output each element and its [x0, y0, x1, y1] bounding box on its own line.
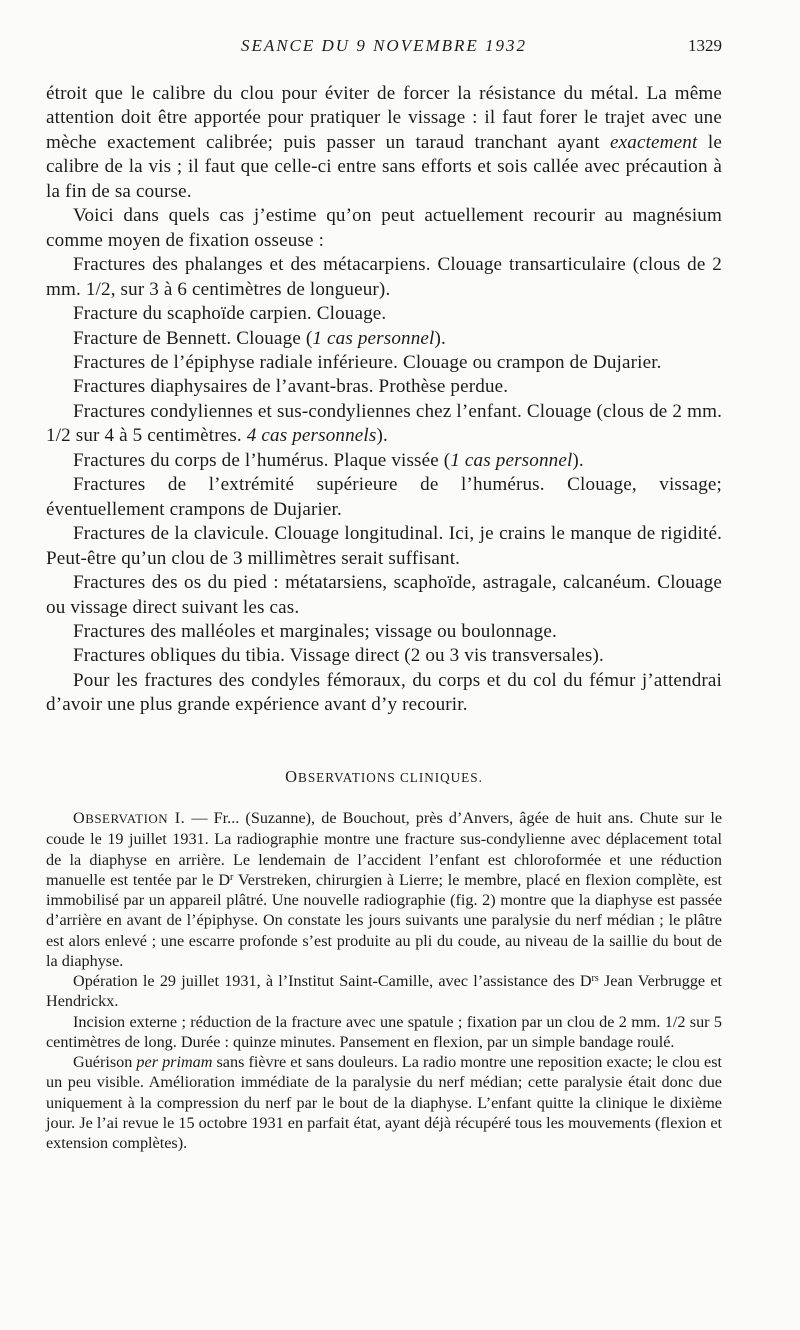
paragraph: Fractures de l’épiphyse radiale inférieure. Clouage ou crampon de Dujarier. [73, 351, 662, 373]
emphasis: per primam [136, 1053, 213, 1071]
text-run: Guérison [73, 1053, 137, 1071]
observation-label [73, 809, 185, 827]
paragraph: Fractures des os du pied : métatarsiens, scaphoïde, astragale, calcanéum. Clouage ou vissage direct suivant les cas. [46, 572, 722, 618]
paragraph: Fractures des phalanges et des métacarpiens. Clouage transarticulaire (clous de 2 mm. 1/2, sur 3 à 6 centimètres de longueur). [46, 254, 722, 300]
paragraph: Fractures diaphysaires de l’avant-bras. Prothèse perdue. [73, 376, 509, 398]
text-run: ). [376, 425, 388, 447]
text-run: sans fièvre et sans douleurs. La radio montre une reposition exacte; le clou est un peu visible. Amélioration immédiate de la paralysie du nerf médian; cette paralysie était donc due uniquement à la compression du nerf par le bout de la diaphyse. L’enfant quitte la clinique le dixième jour. Je l’ai revue le 15 octobre 1931 en parfait état, ayant déjà récupéré tous les mouvements (flexion et extension complètes). [46, 1053, 723, 1152]
paragraph [46, 82, 722, 204]
paragraph: Pour les fractures des condyles fémoraux, du corps et du col du fémur j’attendrai d’avoir une plus grande expérience avant d’y recourir. [46, 669, 722, 716]
text-run: Fractures condyliennes et sus-condyliennes chez l’enfant. Clouage (clous de 2 mm. 1/2 sur 4 à 5 centimètres. [46, 400, 722, 447]
section-heading [0, 767, 768, 787]
paragraph: Fractures obliques du tibia. Vissage direct (2 ou 3 vis transversales). [73, 645, 604, 667]
text-run: Opération le 29 juillet 1931, à l’Institut Saint-Camille, avec l’assistance des D [73, 972, 592, 990]
superscript: rs [591, 972, 599, 984]
paragraph [46, 971, 722, 1012]
body-text [46, 82, 722, 718]
page-header [46, 36, 722, 60]
text-run: Verstreken, chirurgien à Lierre; le membre, placé en flexion complète, est immobilisé par un appareil plâtré. Une nouvelle radiographie (fig. 2) montre que la diaphyse est passée d’arrière en avant de l’épiphyse. On constate les jours suivants une paralysie du nerf médian ; le plâtre est alors enlevé ; une escarre profonde s’est produite au pli du coude, au niveau de la saillie du bout de la diaphyse. [46, 870, 723, 970]
paragraph: Fracture du scaphoïde carpien. Clouage. [73, 303, 387, 325]
observation-section [46, 808, 722, 1153]
paragraph: Fractures de l’extrémité supérieure de l’humérus. Clouage, vissage; éventuellement crampons de Dujarier. [46, 474, 722, 520]
running-title: SEANCE DU 9 NOVEMBRE 1932 [240, 36, 528, 55]
page-number: 1329 [688, 36, 722, 55]
heading-smallcaps: BSERVATIONS CLINIQUES. [298, 770, 483, 785]
emphasis: 1 cas personnel [450, 449, 573, 471]
emphasis: exactement [610, 131, 698, 153]
label-initial: O [73, 809, 86, 827]
text-run: Fracture de Bennett. Clouage ( [73, 327, 313, 349]
paragraph: Fractures de la clavicule. Clouage longitudinal. Ici, je crains le manque de rigidité. Peut-être qu’un clou de 3 millimètres serait suffisant. [46, 523, 722, 569]
text-run: — Fr... (Suzanne), de Bouchout, près d’Anvers, âgée de huit ans. Chute sur le coude le 19 juillet 1931. La radiographie montre une fracture sus-condylienne avec déplacement total de la diaphyse en arrière. Le lendemain de l’accident l’enfant est chloroformée et une réduction manuelle est tentée par le D [46, 809, 722, 889]
label-smallcaps: BSERVATION [85, 811, 169, 826]
paragraph [46, 449, 722, 473]
paragraph: Fractures des malléoles et marginales; vissage ou boulonnage. [73, 620, 557, 642]
text-run: Jean Verbrugge et Hendrickx. [46, 972, 723, 1011]
paragraph: Incision externe ; réduction de la fracture avec une spatule ; fixation par un clou de 2 mm. 1/2 sur 5 centimètres de long. Durée : quinze minutes. Pansement en flexion, par un simple bandage roulé. [46, 1012, 722, 1051]
emphasis: 1 cas personnel [312, 327, 435, 349]
label-number: I. [168, 809, 186, 827]
text-run: Fractures du corps de l’humérus. Plaque vissée ( [73, 449, 451, 471]
paragraph [46, 327, 722, 351]
text-run: ). [572, 449, 584, 471]
text-run: le calibre de la vis ; il faut que celle-ci entre sans efforts et sois callée avec précaution à la fin de sa course. [46, 131, 722, 202]
superscript: r [230, 871, 234, 883]
text-run: étroit que le calibre du clou pour éviter de forcer la résistance du métal. La même attention doit être apportée pour pratiquer le vissage : il faut forer le trajet avec une mèche exactement calibrée; puis passer un taraud tranchant ayant [46, 83, 722, 153]
heading-initial: O [285, 767, 299, 786]
paragraph [46, 400, 722, 449]
paragraph: Voici dans quels cas j’estime qu’on peut actuellement recourir au magnésium comme moyen de fixation osseuse : [46, 205, 722, 251]
paragraph [46, 808, 722, 971]
emphasis: 4 cas personnels [246, 425, 377, 447]
paragraph [46, 1052, 722, 1153]
text-run: ). [434, 327, 446, 349]
